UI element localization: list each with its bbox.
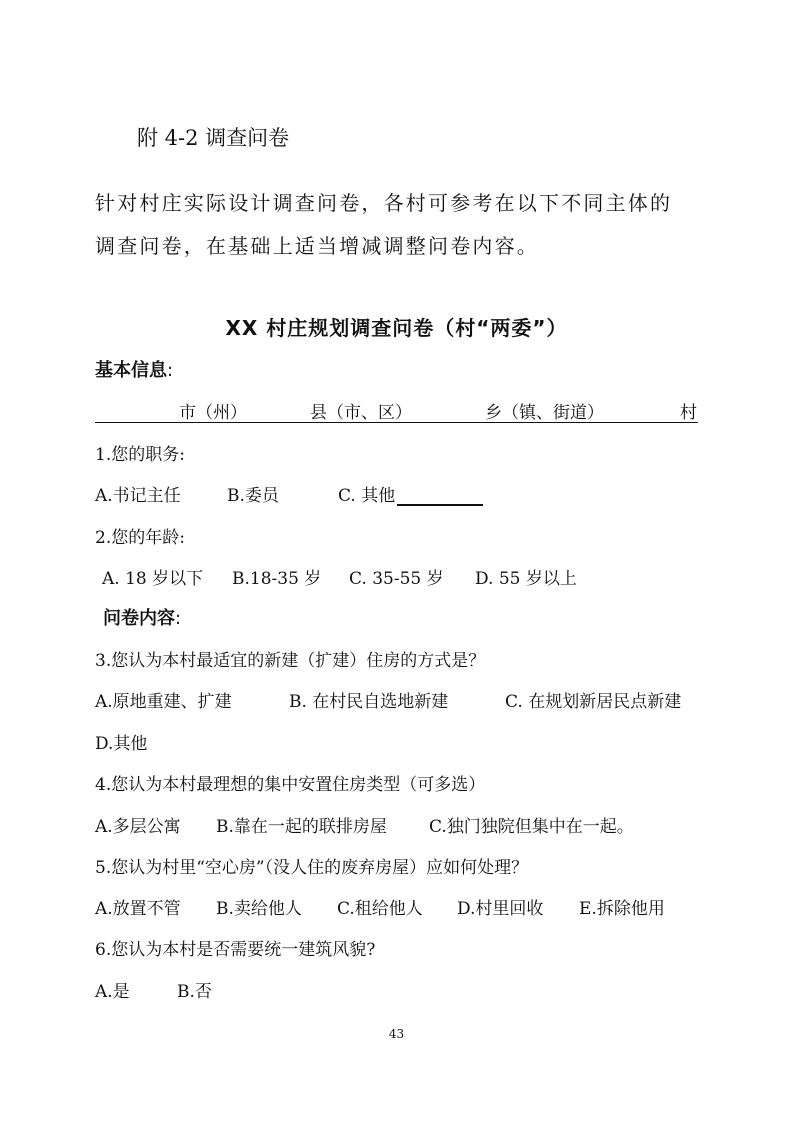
address-city: 市（州）	[179, 403, 247, 423]
q3-option-a: A.原地重建、扩建	[95, 692, 232, 712]
q4-options	[95, 812, 705, 838]
q3-option-d: D.其他	[95, 734, 148, 754]
basic-info-colon: :	[167, 360, 174, 381]
q3-options	[95, 687, 705, 713]
address-line	[95, 398, 698, 423]
q2-option-b: B.18-35 岁	[232, 569, 322, 589]
address-county: 县（市、区）	[310, 403, 412, 423]
q1-text: 1.您的职务:	[95, 445, 185, 465]
q1-option-b: B.委员	[227, 486, 279, 506]
q5-option-e: E.拆除他用	[579, 899, 665, 919]
q2-options	[95, 564, 705, 590]
q5-options	[95, 894, 705, 920]
q6-text: 6.您认为本村是否需要统一建筑风貌?	[95, 940, 376, 960]
q4-option-a: A.多层公寓	[95, 817, 181, 837]
q2-option-d: D. 55 岁以上	[475, 569, 577, 589]
q4-text: 4.您认为本村最理想的集中安置住房类型（可多选）	[95, 775, 486, 795]
q5-option-b: B.卖给他人	[216, 899, 302, 919]
q1-other-blank[interactable]	[397, 486, 483, 506]
q5-text: 5.您认为村里“空心房”（没人住的废弃房屋）应如何处理？	[95, 858, 529, 878]
q5-option-c: C.租给他人	[337, 899, 423, 919]
content-section-label: 问卷内容	[103, 608, 175, 629]
q4-option-b: B.靠在一起的联排房屋	[216, 817, 387, 837]
q1-option-c-label: C. 其他	[338, 486, 396, 506]
survey-title: XX 村庄规划调查问卷（村“两委”）	[225, 316, 568, 340]
page-number: 43	[388, 1027, 405, 1041]
q5-option-d: D.村里回收	[457, 899, 544, 919]
q3-text: 3.您认为本村最适宜的新建（扩建）住房的方式是？	[95, 651, 486, 671]
intro-line-2: 调查问卷，在基础上适当增减调整问卷内容。	[95, 234, 539, 258]
q2-option-c: C. 35-55 岁	[349, 569, 444, 589]
content-section-colon: :	[175, 608, 182, 629]
intro-line-1: 针对村庄实际设计调查问卷，各村可参考在以下不同主体的	[95, 191, 673, 215]
appendix-heading: 附 4-2 调查问卷	[137, 126, 290, 150]
address-town: 乡（镇、街道）	[485, 403, 604, 423]
q6-option-a: A.是	[95, 982, 130, 1002]
q2-text: 2.您的年龄:	[95, 528, 185, 548]
q5-option-a: A.放置不管	[95, 899, 181, 919]
q1-option-c	[338, 481, 483, 506]
q4-option-c: C.独门独院但集中在一起。	[429, 817, 634, 837]
q6-options	[95, 977, 705, 1003]
address-village: 村	[680, 403, 697, 423]
basic-info-label: 基本信息	[95, 360, 167, 381]
q3-option-b: B. 在村民自选地新建	[289, 692, 449, 712]
basic-info-heading	[95, 356, 173, 382]
q1-options	[95, 481, 705, 507]
q2-option-a: A. 18 岁以下	[102, 569, 204, 589]
q1-option-a: A.书记主任	[95, 486, 181, 506]
q6-option-b: B.否	[177, 982, 212, 1002]
content-section-heading	[103, 604, 181, 630]
q3-option-c: C. 在规划新居民点新建	[505, 692, 682, 712]
